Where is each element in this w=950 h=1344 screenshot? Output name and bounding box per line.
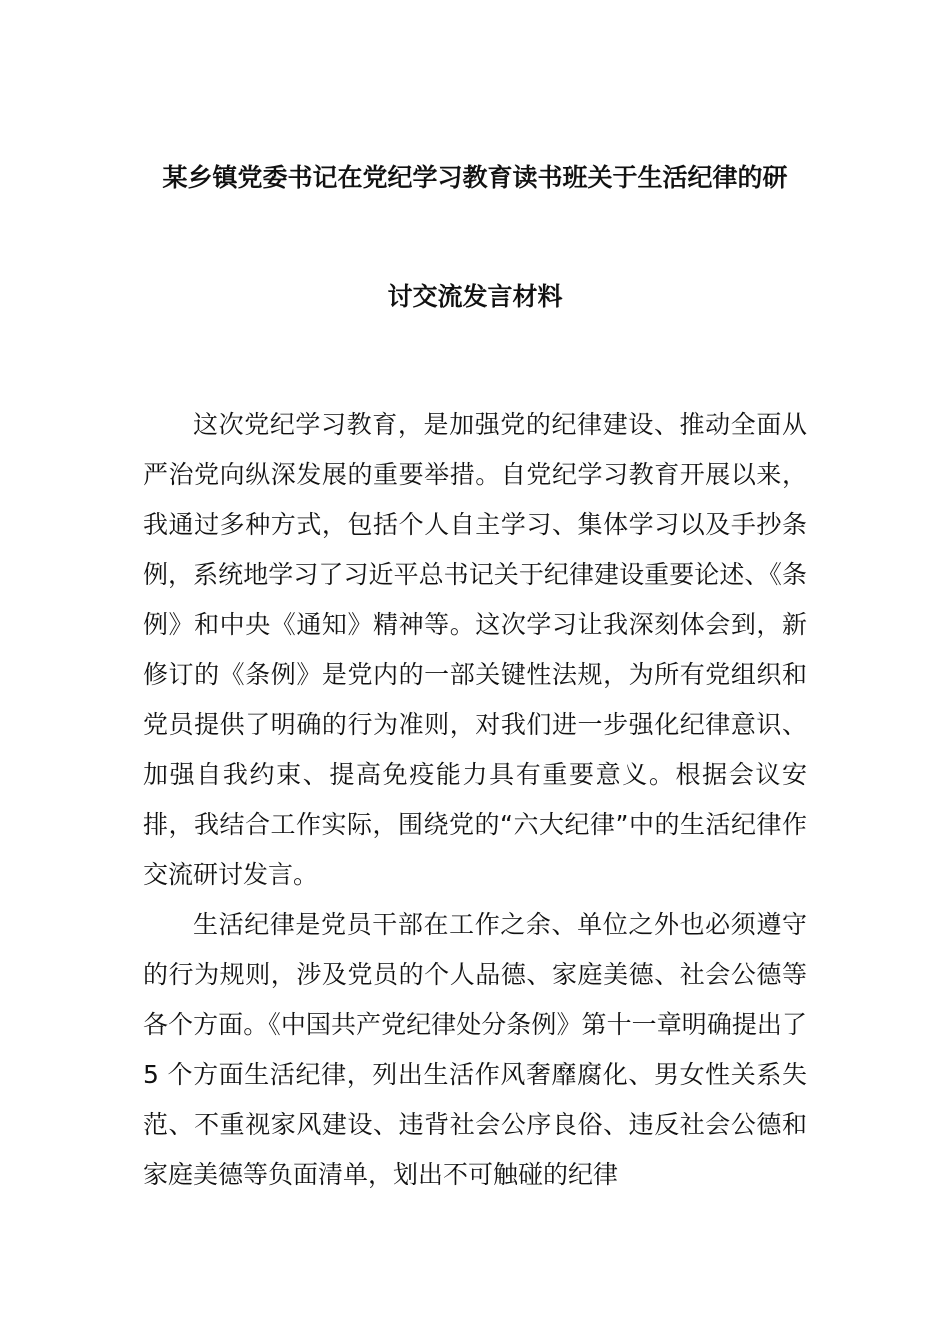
document-body xyxy=(143,400,807,1200)
paragraph-1: 这次党纪学习教育，是加强党的纪律建设、推动全面从严治党向纵深发展的重要举措。自党纪学习教育开展以来，我通过多种方式，包括个人自主学习、集体学习以及手抄条例，系统地学习了习近平总书记关于纪律建设重要论述、《条例》和中央《通知》精神等。这次学习让我深刻体会到，新修订的《条例》是党内的一部关键性法规，为所有党组织和党员提供了明确的行为准则，对我们进一步强化纪律意识、加强自我约束、提高免疫能力具有重要意义。根据会议安排，我结合工作实际，围绕党的“六大纪律”中的生活纪律作交流研讨发言。 xyxy=(143,410,807,889)
document-title-line-2: 讨交流发言材料 xyxy=(387,282,563,311)
document-title-line-1: 某乡镇党委书记在党纪学习教育读书班关于生活纪律的研 xyxy=(162,163,788,192)
paragraph-2: 生活纪律是党员干部在工作之余、单位之外也必须遵守的行为规则，涉及党员的个人品德、家庭美德、社会公德等各个方面。《中国共产党纪律处分条例》第十一章明确提出了 5 个方面生活纪律，列出生活作风奢靡腐化、男女性关系失范、不重视家风建设、违背社会公序良俗、违反社会公德和家庭美德等负面清单，划出不可触碰的纪律 xyxy=(143,910,807,1189)
